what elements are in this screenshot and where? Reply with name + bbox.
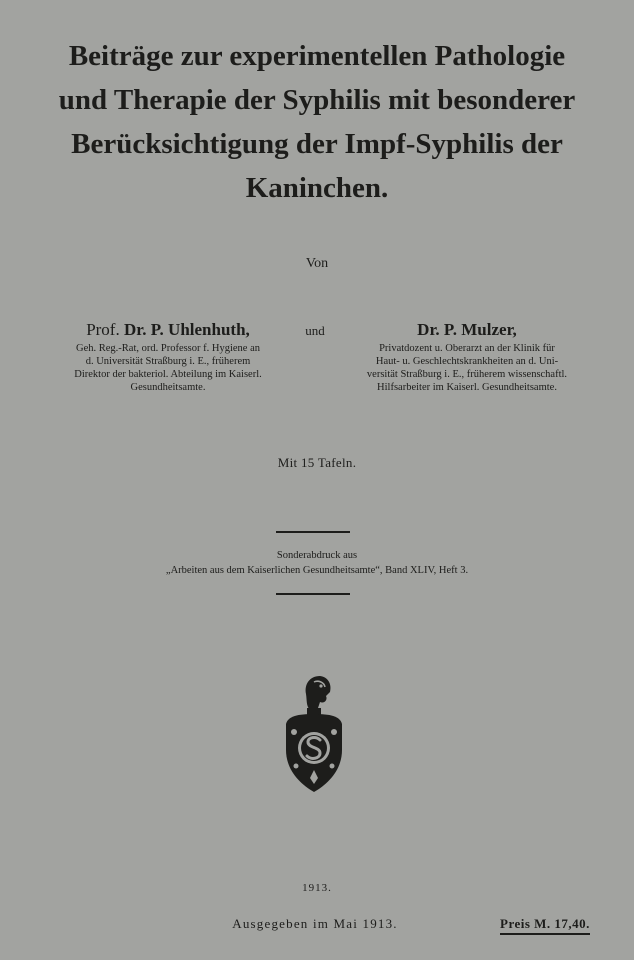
desc-line: d. Universität Straßburg i. E., früherem xyxy=(85,356,251,367)
author-name xyxy=(28,318,308,342)
divider-top xyxy=(276,531,350,533)
title-line-2: und Therapie der Syphilis mit besonderer xyxy=(58,84,576,116)
offprint-note xyxy=(0,548,634,578)
desc-line: Haut- u. Geschlechtskrankheiten an d. Uni- xyxy=(375,356,559,367)
author-description xyxy=(28,342,308,394)
title-line-4: Kaninchen. xyxy=(245,172,389,204)
plates-note: Mit 15 Tafeln. xyxy=(277,455,357,470)
desc-line: versität Straßburg i. E., früherem wissenschaftl. xyxy=(366,369,568,380)
und-label: und xyxy=(305,323,325,338)
year-label: 1913. xyxy=(302,882,332,894)
desc-line: Geh. Reg.-Rat, ord. Professor f. Hygiene an xyxy=(76,343,260,354)
author-mulzer xyxy=(322,318,612,394)
desc-line: Direktor der bakteriol. Abteilung im Kaiserl. xyxy=(74,369,262,380)
issue-date: Ausgegeben im Mai 1913. xyxy=(232,916,398,931)
desc-line: Hilfsarbeiter im Kaiserl. Gesundheitsamte. xyxy=(377,382,557,393)
author-description xyxy=(322,342,612,394)
author-name: Dr. P. Mulzer, xyxy=(417,320,517,339)
author-name-text: Dr. P. Uhlenhuth, xyxy=(123,320,250,339)
book-title xyxy=(20,34,614,210)
von-label: Von xyxy=(305,256,329,271)
title-line-3: Berücksichtigung der Impf-Syphilis der xyxy=(71,128,563,160)
title-line-1: Beiträge zur experimentellen Pathologie xyxy=(68,40,566,72)
offprint-line-1: Sonderabdruck aus xyxy=(276,550,358,561)
divider-bottom xyxy=(276,593,350,595)
publisher-emblem-icon xyxy=(276,672,352,796)
offprint-line-2: „Arbeiten aus dem Kaiserlichen Gesundheitsamte“, Band XLIV, Heft 3. xyxy=(165,565,469,576)
desc-line: Gesundheitsamte. xyxy=(130,382,206,393)
author-uhlenhuth xyxy=(28,318,308,394)
price-label: Preis M. 17,40. xyxy=(500,916,590,935)
author-prefix: Prof. xyxy=(86,320,120,339)
desc-line: Privatdozent u. Oberarzt an der Klinik für xyxy=(379,343,555,354)
